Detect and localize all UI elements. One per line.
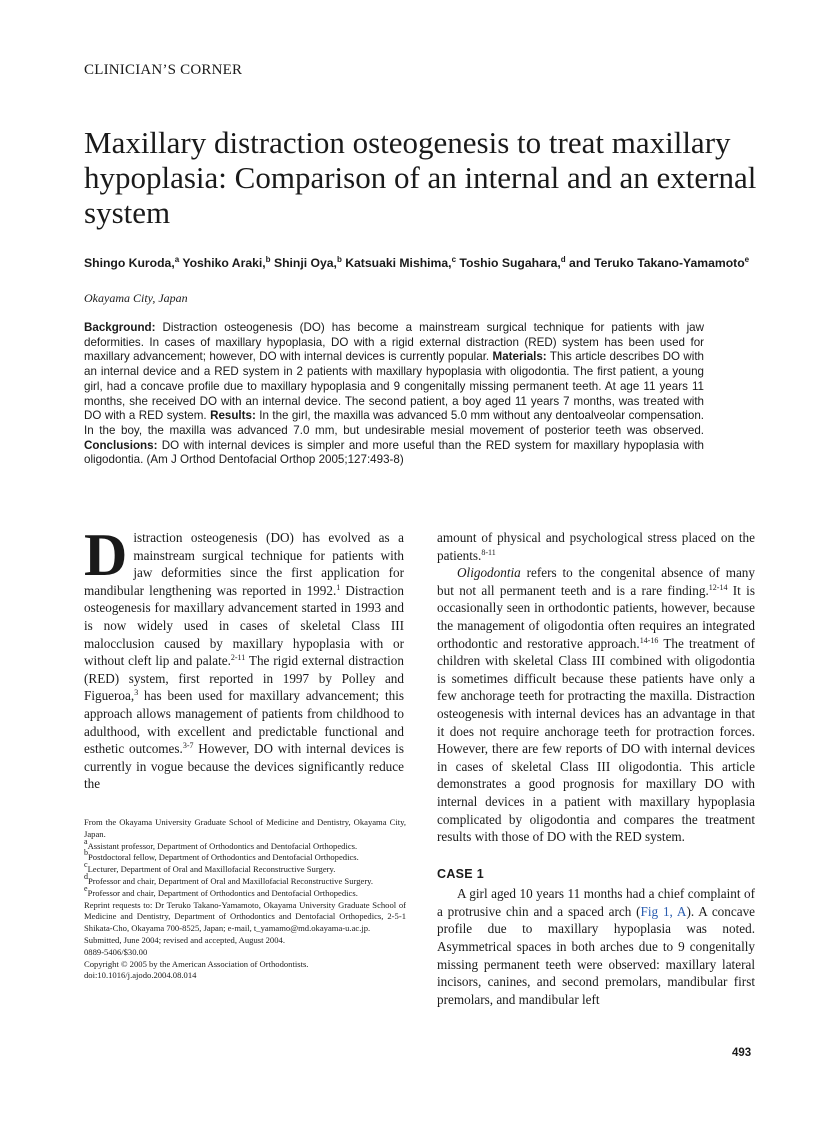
abstract-background: Distraction osteogenesis (DO) has become a mainstream surgical technique for patients with jaw deformities. In cases of maxillary hypoplasia, DO with a rigid external distraction (RED) system has been used for maxillary advancement; however, DO with internal devices is currently popular. (84, 321, 704, 364)
reference-mark[interactable]: 2-11 (230, 653, 246, 663)
author: Katsuaki Mishima, (341, 256, 452, 270)
abstract-materials-label: Materials: (492, 350, 547, 364)
abstract-materials: This article describes DO with an internal device and a RED system in 2 patients with maxillary hypoplasia with oligodontia. The first patient, a young girl, had a concave profile due to maxillary hypoplasia and 9 congenitally missing permanent teeth. At age 11 years 11 months, she received DO with an internal device. The second patient, a boy aged 11 years 7 months, was treated with DO with a RED system. (84, 350, 704, 423)
reference-mark[interactable]: 3 (134, 688, 139, 698)
affiliation-mark: d (560, 255, 566, 264)
body-text: has been used for maxillary advancement; this approach allows management of patients from childhood to adulthood, with excellent and predictable functional and esthetic outcomes. (84, 688, 404, 757)
abstract-background-label: Background: (84, 321, 156, 334)
body-text: It is occasionally seen in orthodontic patients, however, because the management of oligodontia often requires an integrated orthodontic and restorative approach. (437, 582, 755, 651)
affiliation-mark: e (744, 255, 750, 264)
drop-cap: D (84, 522, 128, 588)
body-text: amount of physical and psychological stress placed on the patients. (437, 530, 755, 563)
body-column-left (84, 522, 404, 793)
author: Shingo Kuroda, (84, 256, 175, 270)
affiliation-mark: c (451, 255, 457, 264)
abstract-results: In the girl, the maxilla was advanced 5.0 mm without any dentoalveolar compensation. In the boy, the maxilla was advanced 7.0 mm, but undesirable mesial movement of posterior teeth was observed. (84, 409, 704, 437)
body-text: Distraction osteogenesis for maxillary advancement started in 1993 and is now widely used in cases of skeletal Class III malocclusion caused by maxillary hypoplasia with or without cleft lip and palate. (84, 582, 404, 669)
footnote-e: $^e$Professor and chair, Department of Orthodontics and Dentofacial Orthopedics. (84, 883, 358, 898)
footnote-copyright: Copyright © 2005 by the American Association of Orthodontists. (84, 958, 309, 969)
author-location: Okayama City, Japan (84, 291, 188, 305)
author: and Teruko Takano-Yamamoto (565, 256, 745, 270)
body-column-right (437, 529, 755, 1008)
abstract-citation: (Am J Orthod Dentofacial Orthop 2005;127:493-8) (146, 453, 404, 467)
term-oligodontia: Oligodontia (457, 565, 521, 581)
body-text: A girl aged 10 years 11 months had a chief complaint of a protrusive chin and a spaced arch ( (437, 886, 755, 919)
abstract-conclusions: DO with internal devices is simpler and more useful than the RED system for maxillary hypoplasia with oligodontia. (84, 438, 704, 467)
reference-mark[interactable]: 1 (336, 582, 341, 592)
footnote-c: $^c$Lecturer, Department of Oral and Maxillofacial Reconstructive Surgery. (84, 860, 336, 875)
footnote-doi[interactable]: doi:10.1016/j.ajodo.2004.08.014 (84, 970, 197, 981)
author: Yoshiko Araki, (179, 256, 266, 270)
case-1-heading: CASE 1 (437, 866, 484, 881)
reference-mark[interactable]: 14-16 (639, 635, 659, 645)
footnote-submitted: Submitted, June 2004; revised and accepted, August 2004. (84, 934, 285, 945)
author: Shinji Oya, (270, 256, 337, 270)
figure-link[interactable]: Fig 1, A (640, 903, 687, 919)
body-text: The rigid external distraction (RED) system, first reported in 1997 by Polley and Figueroa, (84, 653, 404, 704)
footnote-issn: 0889-5406/$30.00 (84, 946, 148, 957)
reference-mark[interactable]: 8-11 (481, 547, 496, 557)
author: Toshio Sugahara, (456, 256, 561, 270)
section-label: CLINICIAN’S CORNER (84, 62, 243, 78)
paragraph (437, 529, 755, 564)
footnote-reprints: Reprint requests to: Dr Teruko Takano-Yamamoto, Okayama University Graduate School of Medicine and Dentistry, Department of Orthodontics and Dentofacial Orthopedics, 2-5-1 Shikata-Cho, Okayama 700-8525, Japan; e-mail, t_yamamo@md.okayama-u.ac.jp. (84, 899, 406, 934)
abstract-conclusions-label: Conclusions: (84, 438, 158, 452)
footnote-a: $^a$Assistant professor, Department of Orthodontics and Dentofacial Orthopedics. (84, 836, 358, 851)
paragraph (437, 564, 755, 846)
body-text: ). A concave profile due to maxillary hypoplasia was noted. Asymmetrical spaces in both arches due to 9 congenitally missing permanent teeth were observed: maxillary lateral incisors, canines, and second premolars, mandibular first premolars, and mandibular left (437, 903, 756, 1007)
footnote-affiliation: From the Okayama University Graduate School of Medicine and Dentistry, Okayama City, Japan. (84, 817, 406, 839)
page-number: 493 (732, 1047, 752, 1059)
intro-paragraph (84, 522, 404, 793)
body-text: The treatment of children with skeletal Class III combined with oligodontia is sometimes difficult because these patients have only a few anchorage teeth for protracting the maxilla. Distraction osteogenesis with internal devices has an advantage in that it does not require anchorage teeth for protraction forces. However, there are few reports of DO with internal devices in cases of skeletal Class III oligodontia. This article demonstrates a good prognosis for maxillary DO with internal devices in a patient with maxillary hypoplasia complicated by oligodontia and compares the treatment results with those of DO with the RED system. (437, 635, 755, 845)
affiliation-mark: a (174, 255, 180, 264)
affiliation-mark: b (265, 255, 271, 264)
footnote-d: $^d$Professor and chair, Department of Oral and Maxillofacial Reconstructive Surgery. (84, 871, 374, 886)
paragraph (437, 885, 755, 1008)
body-text: istraction osteogenesis (DO) has evolved as a mainstream surgical technique for patients with jaw deformities since the first application for mandibular lengthening was reported in 1992. (84, 530, 404, 598)
body-text: refers to the congenital absence of many but not all permanent teeth and is a rare finding. (437, 565, 755, 598)
footnote-b: $^b$Postdoctoral fellow, Department of Orthodontics and Dentofacial Orthopedics. (84, 848, 359, 863)
reference-mark[interactable]: 12-14 (708, 582, 728, 592)
abstract-results-label: Results: (210, 409, 256, 423)
author-list (84, 254, 764, 273)
reference-mark[interactable]: 3-7 (182, 741, 194, 751)
footnotes (84, 817, 406, 982)
abstract (84, 321, 704, 468)
affiliation-mark: b (336, 255, 342, 264)
article-title: Maxillary distraction osteogenesis to treat maxillary hypoplasia: Comparison of an internal and an external system (84, 125, 757, 230)
body-text: However, DO with internal devices is currently in vogue because the devices significantly reduce the (84, 741, 404, 792)
